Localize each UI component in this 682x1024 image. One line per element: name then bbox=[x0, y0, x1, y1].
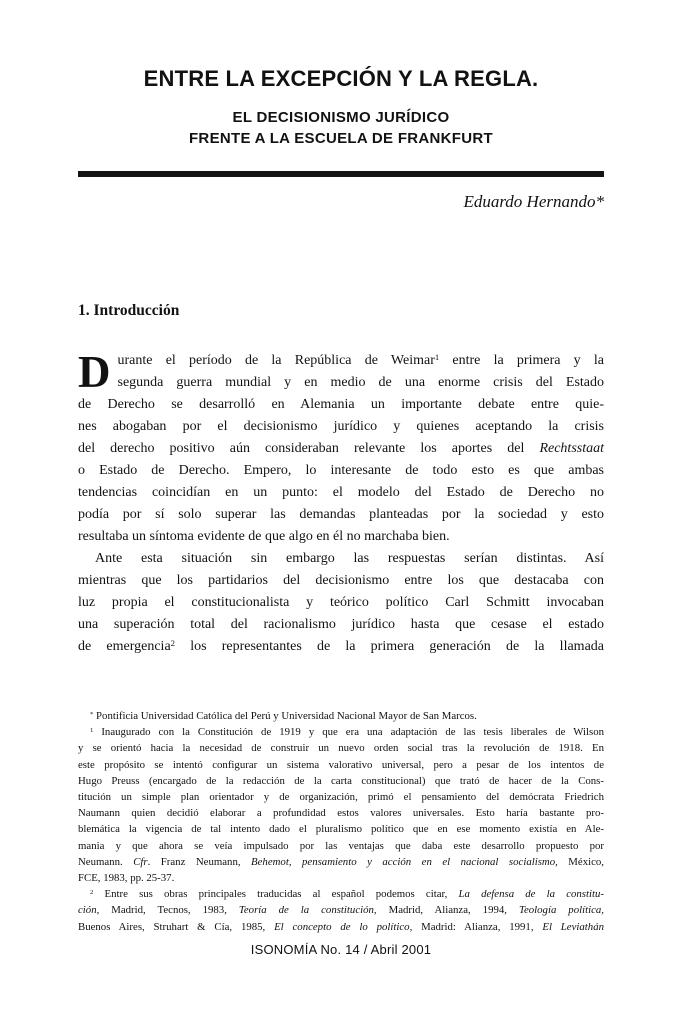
text-segment: Behemot, pensamiento y acción en el nacional socialismo, bbox=[251, 855, 558, 868]
text-line bbox=[78, 838, 604, 854]
text-segment: El Leviathán bbox=[542, 920, 604, 933]
text-line bbox=[78, 548, 604, 570]
text-line bbox=[78, 805, 604, 821]
text-segment: Entre sus obras principales traducidas al español podemos citar, bbox=[93, 888, 459, 901]
text-line bbox=[78, 636, 604, 658]
text-segment: Ante esta situación sin embargo las respuestas serían distintas. Así bbox=[95, 551, 604, 566]
footnote-reference: 1 bbox=[434, 352, 440, 363]
text-line bbox=[78, 919, 604, 935]
subtitle-line-2: FRENTE A LA ESCUELA DE FRANKFURT bbox=[188, 130, 494, 147]
text-segment: este propósito se intentó configurar un sistema valorativo universal, pero a pesar de los intentos de bbox=[78, 758, 604, 771]
text-line bbox=[78, 570, 604, 592]
author-name: Eduardo Hernando* bbox=[463, 192, 604, 211]
text-segment: podía por sí solo superar las demandas planteadas por la sociedad y esto bbox=[78, 507, 604, 522]
text-segment: Teología política, bbox=[518, 904, 604, 917]
text-segment: . Franz Neumann, bbox=[147, 855, 252, 868]
text-segment: Hugo Preuss (encargado de la redacción de la carta constitucional) que trató de hacer de la Cons- bbox=[78, 774, 604, 787]
text-line bbox=[78, 773, 604, 789]
text-line bbox=[78, 902, 604, 918]
footnote-reference: 2 bbox=[90, 889, 94, 897]
text-line bbox=[78, 757, 604, 773]
text-segment: del derecho positivo aún consideraban relevante los aportes del bbox=[78, 441, 540, 456]
drop-cap: D bbox=[78, 347, 111, 397]
footnote-reference: 1 bbox=[90, 727, 94, 735]
text-line bbox=[78, 789, 604, 805]
text-line bbox=[78, 504, 604, 526]
footnotes-section bbox=[78, 708, 604, 935]
text-segment: una superación total del racionalismo jurídico hasta que cesase el estado bbox=[78, 617, 604, 632]
text-segment: entre la primera y la bbox=[439, 353, 604, 368]
text-segment: Naumann quien decidió elaborar a profundidad estos valores universales. Esto haría bastante pro- bbox=[78, 807, 604, 820]
text-line bbox=[78, 438, 604, 460]
text-segment: México, bbox=[557, 855, 604, 868]
text-segment: titución un simple plan orientador y de organización, primó el pensamiento del demócrata Friedrich bbox=[78, 791, 604, 804]
footnote-reference: * bbox=[90, 711, 94, 718]
text-line bbox=[78, 614, 604, 636]
title-divider-rule bbox=[78, 171, 604, 177]
text-line bbox=[78, 394, 604, 416]
text-line bbox=[78, 526, 604, 548]
body-text bbox=[78, 347, 604, 658]
text-line bbox=[78, 724, 604, 740]
subtitle-line-1: EL DECISIONISMO JURÍDICO bbox=[232, 109, 450, 126]
footnote bbox=[78, 886, 604, 935]
text-line bbox=[78, 350, 604, 372]
text-segment: o Estado de Derecho. Empero, lo interesante de todo esto es que ambas bbox=[78, 463, 604, 478]
text-segment: FCE, 1983, pp. 25-37. bbox=[78, 872, 175, 885]
text-segment: urante el período de la República de Weimar bbox=[117, 353, 435, 368]
text-line bbox=[78, 886, 604, 902]
text-segment: Rechtsstaat bbox=[539, 441, 604, 456]
text-segment: de Derecho se desarrolló en Alemania un importante debate entre quie- bbox=[78, 397, 604, 412]
text-line bbox=[78, 416, 604, 438]
footnote-reference: 2 bbox=[170, 638, 176, 649]
text-segment: segunda guerra mundial y en medio de una enorme crisis del Estado bbox=[117, 375, 604, 390]
text-segment: de emergencia bbox=[78, 639, 171, 654]
text-segment: El concepto de lo político, bbox=[274, 920, 413, 933]
paragraph bbox=[78, 548, 604, 658]
text-segment: los representantes de la primera generación de la llamada bbox=[175, 639, 604, 654]
text-segment: Buenos Aires, Struhart & Cía, 1985, bbox=[78, 920, 275, 933]
text-segment: tendencias coincidían en un punto: el modelo del Estado de Derecho no bbox=[78, 485, 604, 500]
text-segment: Madrid, Alianza, 1994, bbox=[376, 904, 519, 917]
text-segment: Madrid: Alianza, 1991, bbox=[412, 920, 543, 933]
paper-subtitle bbox=[78, 107, 604, 149]
footer-journal-info: ISONOMÍA No. 14 / Abril 2001 bbox=[250, 942, 432, 957]
text-segment: Teoría de la constitución, bbox=[238, 904, 377, 917]
text-line bbox=[78, 870, 604, 886]
text-segment: y se orientó hacia la necesidad de construir un nuevo orden social tras la revolución de 1918. En bbox=[78, 742, 604, 755]
text-line bbox=[78, 740, 604, 756]
text-segment: Cfr bbox=[133, 855, 148, 868]
text-segment: mientras que los partidarios del decisionismo entre los que destacaba con bbox=[78, 573, 604, 588]
text-line bbox=[78, 460, 604, 482]
text-segment: Neumann. bbox=[78, 855, 134, 868]
text-segment: ción, bbox=[78, 904, 100, 917]
text-segment: resultaba un síntoma evidente de que algo en él no marchaba bien. bbox=[78, 529, 450, 544]
text-segment: La defensa de la constitu- bbox=[458, 888, 604, 901]
text-line bbox=[78, 854, 604, 870]
text-segment: mania y que ahora se veía impulsado por las ventajas que daba este desarrollo propuesto por bbox=[78, 839, 604, 852]
text-line bbox=[78, 592, 604, 614]
text-line bbox=[78, 372, 604, 394]
text-segment: blemática la vigencia de tal intento dado el pluralismo político que en ese momento existía en Ale- bbox=[78, 823, 604, 836]
text-segment: nes abogaban por el decisionismo jurídico y quienes aceptando la crisis bbox=[78, 419, 604, 434]
paragraph bbox=[78, 347, 604, 548]
text-segment: Pontificia Universidad Católica del Perú y Universidad Nacional Mayor de San Marcos. bbox=[93, 710, 477, 722]
section-heading: 1. Introducción bbox=[78, 302, 180, 319]
text-line bbox=[78, 821, 604, 837]
footnote bbox=[78, 724, 604, 886]
text-segment: Madrid, Tecnos, 1983, bbox=[99, 904, 239, 917]
footnote bbox=[78, 708, 604, 724]
text-line bbox=[78, 482, 604, 504]
paper-title: ENTRE LA EXCEPCIÓN Y LA REGLA. bbox=[143, 66, 539, 91]
text-segment: Inaugurado con la Constitución de 1919 y que era una adaptación de las tesis liberales de Wilson bbox=[93, 726, 604, 739]
text-segment: luz propia el constitucionalista y teórico político Carl Schmitt invocaban bbox=[78, 595, 604, 610]
text-line bbox=[78, 708, 604, 724]
